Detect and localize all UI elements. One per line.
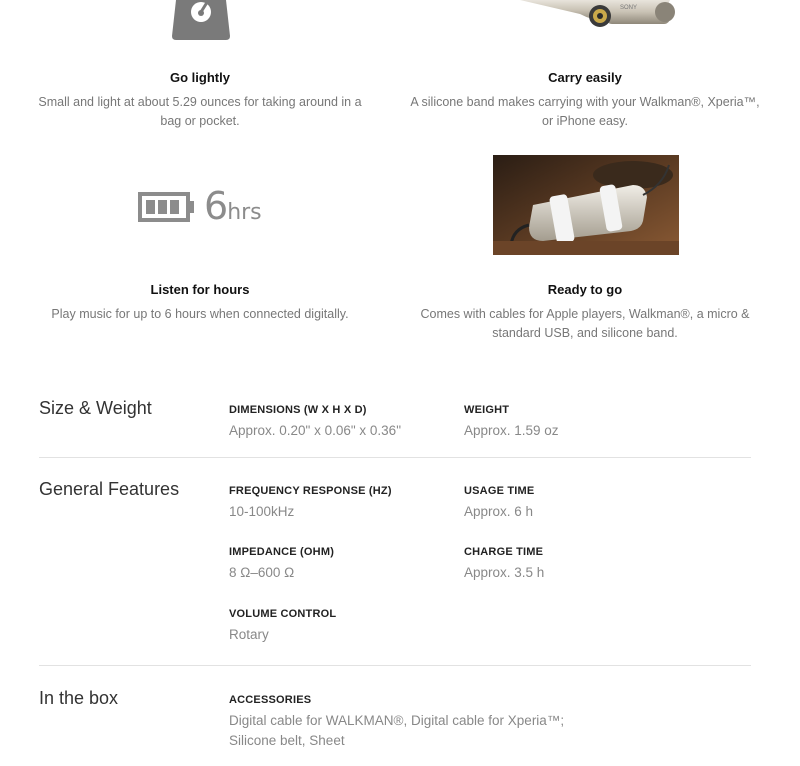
product-image: [520, 0, 680, 34]
spec-value: Approx. 3.5 h: [464, 565, 545, 580]
feature-ready-to-go: [400, 282, 770, 343]
spec-label: DIMENSIONS (W X H X D): [229, 404, 367, 416]
spec-section-in-the-box: [39, 688, 751, 758]
battery-hours-number: 6: [204, 184, 228, 228]
feature-title: Go lightly: [170, 70, 230, 85]
product-photo: [493, 155, 679, 255]
spec-item-volume-control: [229, 608, 336, 645]
battery-icon: [138, 184, 278, 228]
feature-desc-line: Play music for up to 6 hours when connected digitally.: [51, 307, 349, 321]
feature-desc-line: or iPhone easy.: [542, 114, 628, 128]
spec-heading: General Features: [39, 479, 180, 499]
battery-hours-unit: hrs: [227, 200, 262, 225]
spec-item-charge-time: [464, 546, 544, 583]
spec-value: Rotary: [229, 627, 269, 642]
feature-desc-line: bag or pocket.: [160, 114, 240, 128]
spec-value-line: Silicone belt, Sheet: [229, 733, 345, 748]
feature-title: Listen for hours: [150, 282, 250, 297]
feature-desc-line: A silicone band makes carrying with your Walkman®, Xperia™,: [410, 95, 760, 109]
feature-desc-line: Comes with cables for Apple players, Walkman®, a micro &: [420, 307, 750, 321]
feature-desc-line: standard USB, and silicone band.: [492, 326, 678, 340]
spec-heading: In the box: [39, 688, 119, 708]
spec-value: Approx. 0.20" x 0.06" x 0.36": [229, 423, 401, 438]
spec-item-frequency-response: [229, 485, 392, 522]
spec-item-usage-time: [464, 485, 534, 522]
product-brand-text: SONY: [620, 5, 638, 11]
feature-desc-line: Small and light at about 5.29 ounces for taking around in a: [38, 95, 362, 109]
spec-section-general-features: [39, 479, 751, 666]
spec-label: VOLUME CONTROL: [229, 608, 337, 620]
feature-description: [20, 93, 380, 131]
spec-value: Approx. 1.59 oz: [464, 423, 559, 438]
spec-value: Approx. 6 h: [464, 504, 534, 519]
feature-go-lightly: [20, 70, 380, 131]
spec-value-line: Digital cable for WALKMAN®, Digital cable for Xperia™;: [229, 713, 565, 728]
spec-item-impedance: [229, 546, 334, 583]
spec-item-dimensions: [229, 404, 401, 441]
spec-item-accessories: [229, 694, 649, 751]
feature-title: Ready to go: [547, 282, 623, 297]
feature-description: [400, 93, 770, 131]
feature-description: [20, 305, 380, 324]
spec-section-size-weight: [39, 398, 751, 458]
spec-label: USAGE TIME: [464, 485, 535, 497]
spec-label: FREQUENCY RESPONSE (HZ): [229, 485, 392, 497]
spec-label: ACCESSORIES: [229, 694, 312, 706]
spec-label: IMPEDANCE (OHM): [229, 546, 335, 558]
feature-title: Carry easily: [548, 70, 622, 85]
feature-listen-for-hours: [20, 282, 380, 324]
spec-label: CHARGE TIME: [464, 546, 544, 558]
spec-value: 8 Ω–600 Ω: [229, 565, 295, 580]
scale-icon: [168, 0, 234, 40]
spec-value: 10-100kHz: [229, 504, 295, 519]
spec-value: [229, 711, 649, 751]
spec-heading: Size & Weight: [39, 398, 152, 418]
spec-label: WEIGHT: [464, 404, 510, 416]
feature-description: [400, 305, 770, 343]
battery-hours-label: [204, 186, 262, 233]
spec-item-weight: [464, 404, 559, 441]
feature-carry-easily: [400, 70, 770, 131]
